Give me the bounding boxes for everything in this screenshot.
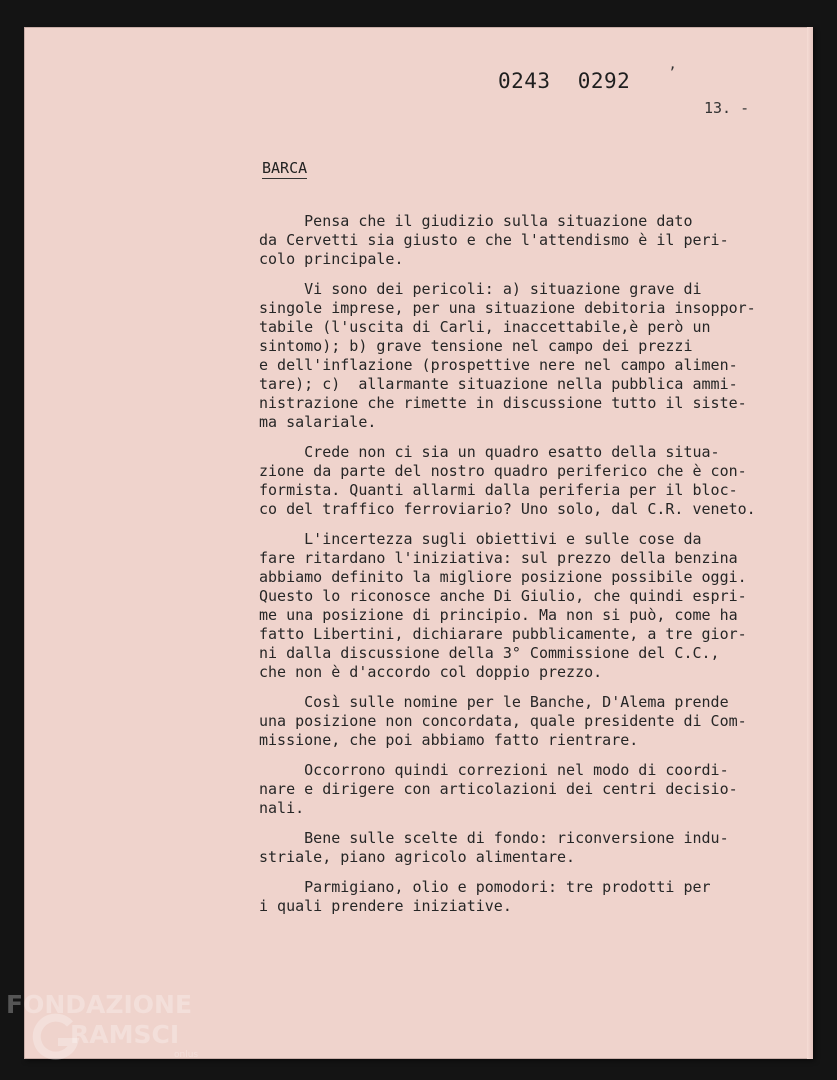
text-line: L'incertezza sugli obiettivi e sulle cose da: [259, 530, 702, 548]
text-line: zione da parte del nostro quadro periferico che è con-: [259, 462, 747, 480]
speaker-heading: BARCA: [262, 159, 308, 177]
text-line: formista. Quanti allarmi dalla periferia per il bloc-: [259, 481, 738, 499]
tick-mark: ʼ: [668, 65, 677, 81]
text-line: i quali prendere iniziative.: [259, 897, 512, 915]
page-number: 13. -: [704, 99, 750, 117]
text-line: fatto Libertini, dichiarare pubblicamente, a tre gior-: [259, 625, 747, 643]
text-line: nali.: [259, 799, 305, 817]
text-line: Pensa che il giudizio sulla situazione dato: [259, 212, 693, 230]
paragraph: [259, 212, 819, 269]
text-line: una posizione non concordata, quale presidente di Com-: [259, 712, 747, 730]
text-line: da Cervetti sia giusto e che l'attendismo è il peri-: [259, 231, 729, 249]
logo-line-1: FONDAZIONE: [6, 990, 193, 1019]
paragraph: [259, 530, 819, 682]
fondazione-gramsci-logo: [6, 990, 216, 1070]
text-line: e dell'inflazione (prospettive nere nel campo alimen-: [259, 356, 738, 374]
text-line: Così sulle nomine per le Banche, D'Alema prende: [259, 693, 729, 711]
text-line: striale, piano agricolo alimentare.: [259, 848, 576, 866]
paragraph: [259, 443, 819, 519]
text-line: Occorrono quindi correzioni nel modo di coordi-: [259, 761, 729, 779]
text-line: Bene sulle scelte di fondo: riconversione indu-: [259, 829, 729, 847]
text-line: me una posizione di principio. Ma non si può, come ha: [259, 606, 738, 624]
text-line: Crede non ci sia un quadro esatto della situa-: [259, 443, 720, 461]
text-line: tare); c) allarmante situazione nella pubblica ammi-: [259, 375, 738, 393]
text-line: Parmigiano, olio e pomodori: tre prodotti per: [259, 878, 711, 896]
text-line: colo principale.: [259, 250, 404, 268]
text-line: fare ritardano l'iniziativa: sul prezzo della benzina: [259, 549, 738, 567]
text-line: nistrazione che rimette in discussione tutto il siste-: [259, 394, 747, 412]
paragraph: [259, 280, 819, 432]
text-line: che non è d'accordo col doppio prezzo.: [259, 663, 603, 681]
text-line: Questo lo riconosce anche Di Giulio, che quindi espri-: [259, 587, 747, 605]
text-line: singole imprese, per una situazione debitoria insoppor-: [259, 299, 756, 317]
logo-line-2: RAMSCI: [70, 1020, 180, 1049]
logo-subtitle: onlus: [174, 1050, 199, 1060]
text-line: tabile (l'uscita di Carli, inaccettabile,è però un: [259, 318, 711, 336]
text-line: Vi sono dei pericoli: a) situazione grave di: [259, 280, 702, 298]
text-line: abbiamo definito la migliore posizione possibile oggi.: [259, 568, 747, 586]
paragraph: [259, 878, 819, 916]
paragraph: [259, 693, 819, 750]
document-number: 0243 0292: [498, 69, 631, 93]
paragraph: [259, 761, 819, 818]
paragraph: [259, 829, 819, 867]
text-line: ma salariale.: [259, 413, 377, 431]
text-line: co del traffico ferroviario? Uno solo, dal C.R. veneto.: [259, 500, 756, 518]
text-line: sintomo); b) grave tensione nel campo dei prezzi: [259, 337, 693, 355]
document-body: [259, 212, 819, 927]
text-line: missione, che poi abbiamo fatto rientrare.: [259, 731, 639, 749]
document-page: [24, 27, 813, 1059]
text-line: nare e dirigere con articolazioni dei centri decisio-: [259, 780, 738, 798]
text-line: ni dalla discussione della 3° Commissione del C.C.,: [259, 644, 720, 662]
